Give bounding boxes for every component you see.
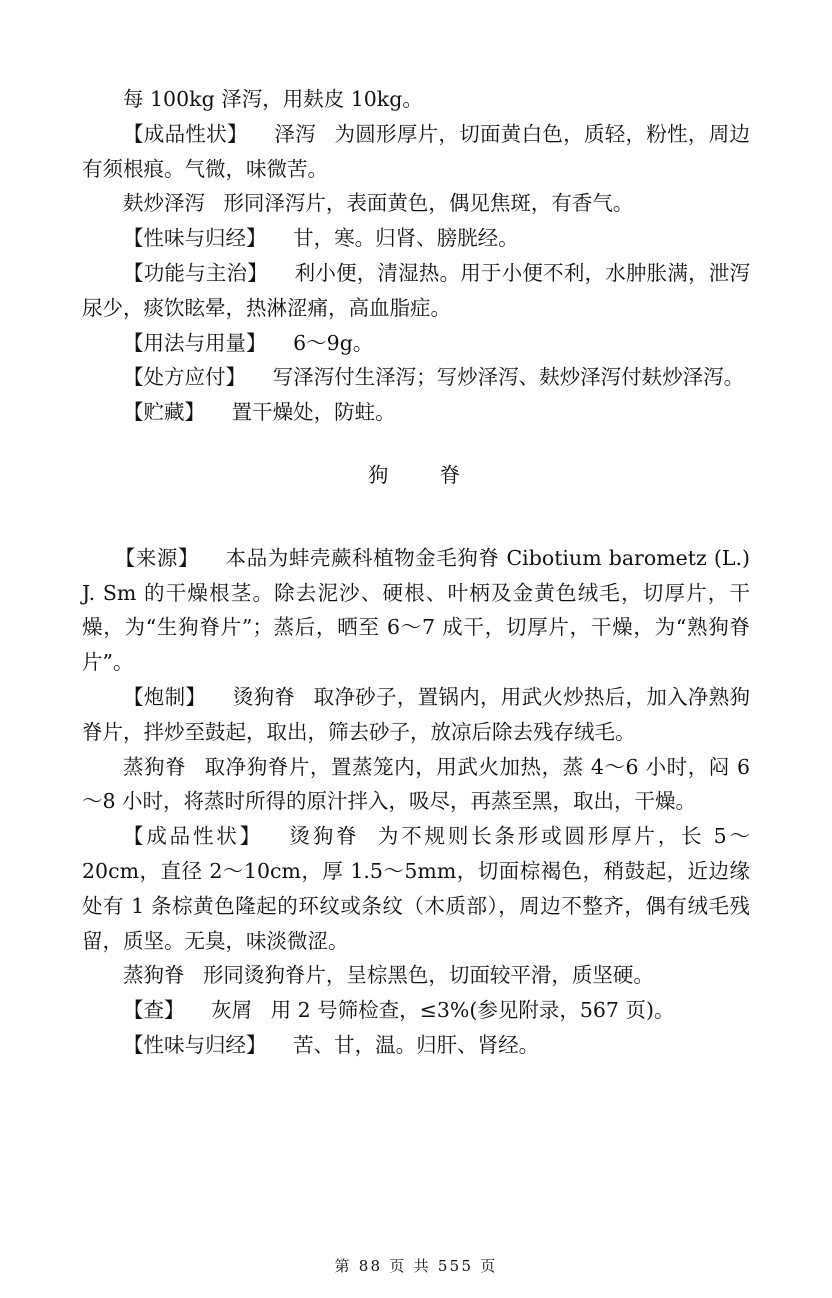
paragraph — [82, 541, 750, 680]
item-term: 麸炒泽泻 — [123, 191, 205, 216]
paragraph — [82, 82, 750, 117]
paragraph — [82, 395, 750, 430]
section-tag: 【功能与主治】 — [123, 260, 268, 285]
section-tag: 【成品性状】 — [123, 824, 263, 849]
paragraph-text: 写泽泻付生泽泻；写炒泽泻、麸炒泽泻付麸炒泽泻。 — [272, 365, 745, 390]
paragraph-text: 苦、甘，温。归肝、肾经。 — [293, 1032, 540, 1057]
paragraph — [82, 750, 750, 820]
item-term: 泽泻 — [274, 121, 316, 146]
document-body — [82, 82, 750, 1063]
item-term: 烫狗脊 — [232, 684, 296, 709]
paragraph-text: 取净狗脊片，置蒸笼内，用武火加热，蒸 4～6 小时，闷 6～8 小时，将蒸时所得的原汁拌入，吸尽，再蒸至黑，取出，干燥。 — [82, 754, 750, 814]
paragraph-text: 形同泽泻片，表面黄色，偶见焦斑，有香气。 — [223, 191, 634, 216]
paragraph — [82, 360, 750, 395]
paragraph-text: 每 100kg 泽泻，用麸皮 10kg。 — [123, 87, 423, 111]
section-title — [82, 458, 750, 493]
section-tag: 【来源】 — [114, 545, 200, 570]
paragraph-text: 甘，寒。归肾、膀胱经。 — [293, 226, 519, 251]
paragraph-text: 6～9g。 — [293, 330, 374, 355]
paragraph — [82, 958, 750, 993]
paragraph — [82, 819, 750, 958]
paragraph-text: 为不规则长条形或圆形厚片，长 5～20cm，直径 2～10cm，厚 1.5～5mm，切面棕褐色，稍鼓起，近边缘处有 1 条棕黄色隆起的环纹或条纹（木质部），周边不整齐，偶有绒毛残留，质坚。无臭，味淡微涩。 — [82, 824, 751, 953]
paragraph — [82, 1028, 750, 1063]
item-term: 灰屑 — [211, 998, 253, 1023]
paragraph — [82, 221, 750, 256]
item-term: 蒸狗脊 — [123, 754, 187, 779]
section-tag: 【处方应付】 — [123, 365, 246, 390]
paragraph-text: 置干燥处，防蛀。 — [231, 400, 396, 425]
section-tag: 【用法与用量】 — [123, 330, 267, 355]
section-tag: 【性味与归经】 — [123, 1032, 267, 1057]
paragraph — [82, 993, 750, 1028]
paragraph — [82, 117, 750, 187]
paragraph — [82, 680, 750, 750]
title-char: 狗 — [367, 462, 393, 487]
section-tag: 【炮制】 — [123, 684, 207, 709]
paragraph-text: 形同烫狗脊片，呈棕黑色，切面较平滑，质坚硬。 — [202, 963, 654, 988]
paragraph — [82, 326, 750, 361]
item-term: 蒸狗脊 — [123, 963, 185, 988]
paragraph-text: 取净砂子，置锅内，用武火炒热后，加入净熟狗脊片，拌炒至鼓起，取出，筛去砂子，放凉后除去残存绒毛。 — [82, 684, 751, 744]
page-footer: 第 88 页 共 555 页 — [334, 1257, 498, 1275]
paragraph — [82, 186, 750, 221]
title-char: 脊 — [439, 462, 465, 487]
section-tag: 【查】 — [123, 998, 185, 1023]
section-tag: 【贮藏】 — [123, 400, 205, 425]
paragraph-text: 利小便，清湿热。用于小便不利，水肿胀满，泄泻尿少，痰饮眩晕，热淋涩痛，高血脂症。 — [82, 260, 751, 320]
paragraph — [82, 256, 750, 326]
section-tag: 【性味与归经】 — [123, 226, 267, 251]
paragraph-text: 用 2 号筛检查，≤3%(参见附录，567 页)。 — [270, 998, 675, 1023]
paragraph-text: 为圆形厚片，切面黄白色，质轻，粉性，周边有须根痕。气微，味微苦。 — [82, 121, 751, 181]
section-tag: 【成品性状】 — [123, 121, 248, 146]
item-term: 烫狗脊 — [289, 824, 360, 849]
paragraph-text: 本品为蚌壳蕨科植物金毛狗脊 Cibotium barometz (L.) J. Sm 的干燥根茎。除去泥沙、硬根、叶柄及金黄色绒毛，切厚片，干燥，为“生狗脊片”；蒸后，晒至 6～7 成干，切厚片，干燥，为“熟狗脊片”。 — [82, 545, 750, 675]
